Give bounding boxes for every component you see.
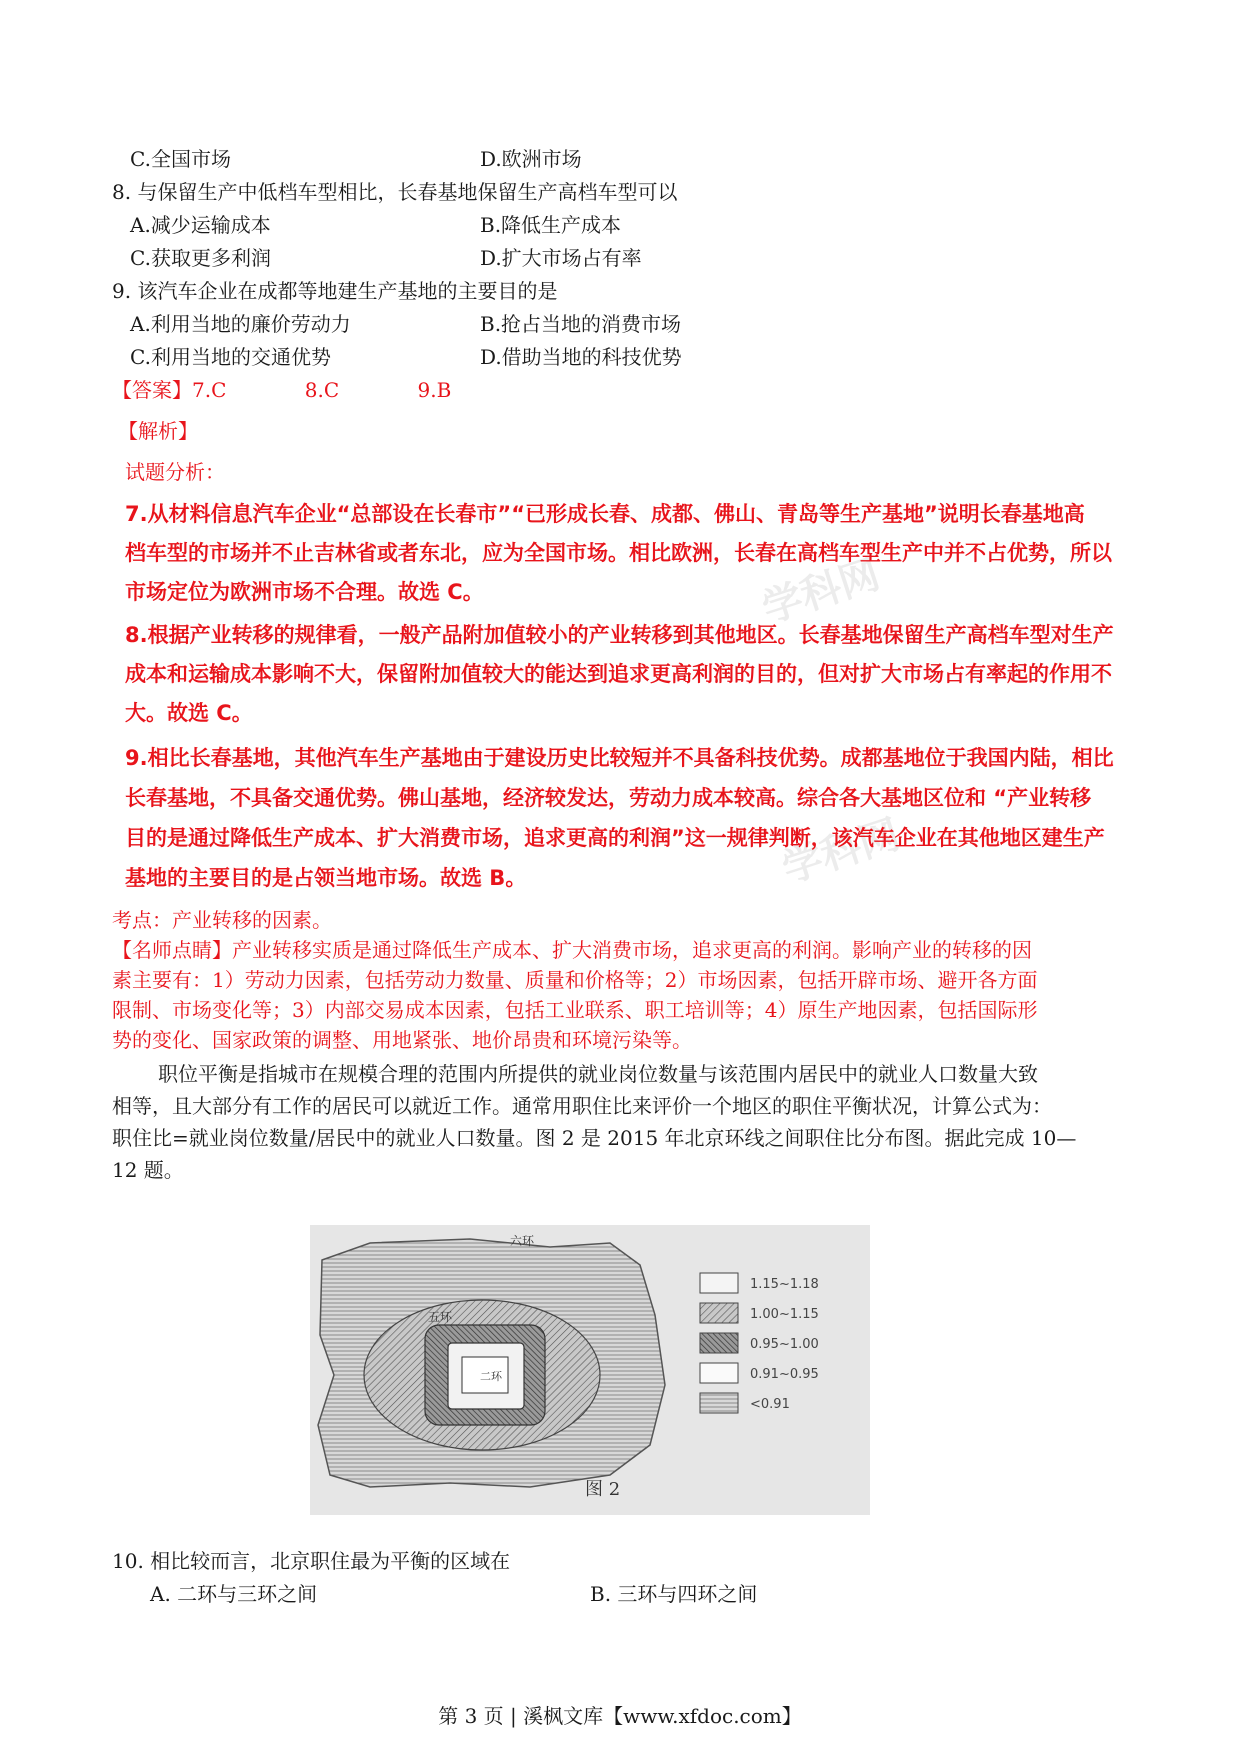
analysis-line: 市场定位为欧洲市场不合理。故选 C。: [125, 580, 484, 604]
answer-9: 9.B: [417, 378, 452, 402]
page-footer: 第 3 页 | 溪枫文库【www.xfdoc.com】: [438, 1704, 802, 1728]
tips-line: 素主要有：1）劳动力因素，包括劳动力数量、质量和价格等；2）市场因素，包括开辟市场、避开各方面: [112, 968, 1038, 992]
legend-swatch-1: [700, 1273, 738, 1293]
q9-stem: 9. 该汽车企业在成都等地建生产基地的主要目的是: [112, 279, 558, 303]
answer-8: 8.C: [304, 378, 340, 402]
ring-label-5: 五环: [428, 1310, 453, 1324]
ring-label-2: 二环: [480, 1370, 502, 1383]
answer-line: [112, 376, 451, 404]
q8-stem: 8. 与保留生产中低档车型相比，长春基地保留生产高档车型可以: [112, 180, 678, 204]
passage-line: 职位平衡是指城市在规模合理的范围内所提供的就业岗位数量与该范围内居民中的就业人口数量大致: [158, 1062, 1038, 1086]
legend-label-5: <0.91: [750, 1397, 790, 1412]
watermark: 学科网: [756, 551, 886, 633]
analysis-heading: 【解析】: [118, 419, 198, 443]
beijing-ratio-map: [310, 1225, 870, 1515]
legend-label-1: 1.15~1.18: [750, 1277, 819, 1292]
analysis-line: 档车型的市场并不止吉林省或者东北，应为全国市场。相比欧洲，长春在高档车型生产中并不占优势，所以: [125, 541, 1112, 565]
q10-option-a: A. 二环与三环之间: [150, 1582, 318, 1606]
analysis-subheading: 试题分析：: [125, 460, 225, 484]
answer-label: 【答案】: [112, 378, 192, 402]
analysis-line: 长春基地，不具备交通优势。佛山基地，经济较发达，劳动力成本较高。综合各大基地区位和 “产业转移: [125, 786, 1092, 810]
q7-option-c: C.全国市场: [130, 147, 231, 171]
legend-swatch-5: [700, 1393, 738, 1413]
analysis-line: 基地的主要目的是占领当地市场。故选 B。: [125, 866, 527, 890]
analysis-line: 9.相比长春基地，其他汽车生产基地由于建设历史比较短并不具备科技优势。成都基地位于我国内陆，相比: [125, 746, 1114, 770]
q8-option-c: C.获取更多利润: [130, 246, 271, 270]
q8-option-a: A.减少运输成本: [130, 213, 271, 237]
watermark: 学科网: [776, 811, 906, 893]
analysis-line: 8.根据产业转移的规律看，一般产品附加值较小的产业转移到其他地区。长春基地保留生产高档车型对生产: [125, 623, 1114, 647]
analysis-line: 目的是通过降低生产成本、扩大消费市场，追求更高的利润”这一规律判断，该汽车企业在其他地区建生产: [125, 826, 1105, 850]
q9-option-a: A.利用当地的廉价劳动力: [130, 312, 351, 336]
q10-stem: 10. 相比较而言，北京职住最为平衡的区域在: [112, 1549, 511, 1573]
tips-line: 势的变化、国家政策的调整、用地紧张、地价昂贵和环境污染等。: [112, 1028, 692, 1052]
q9-option-b: B.抢占当地的消费市场: [480, 312, 682, 336]
tips-line: 【名师点睛】产业转移实质是通过降低生产成本、扩大消费市场，追求更高的利润。影响产业的转移的因: [112, 938, 1032, 962]
figure-2: [310, 1225, 870, 1515]
legend-label-4: 0.91~0.95: [750, 1367, 819, 1382]
legend-label-3: 0.95~1.00: [750, 1337, 819, 1352]
legend-swatch-2: [700, 1303, 738, 1323]
q10-option-b: B. 三环与四环之间: [590, 1582, 758, 1606]
legend-swatch-4: [700, 1363, 738, 1383]
analysis-line: 成本和运输成本影响不大，保留附加值较大的能达到追求更高利润的目的，但对扩大市场占有率起的作用不: [125, 662, 1112, 686]
passage-line: 相等，且大部分有工作的居民可以就近工作。通常用职住比来评价一个地区的职住平衡状况，计算公式为：: [112, 1094, 1052, 1118]
kaodian: 考点：产业转移的因素。: [112, 908, 332, 932]
q8-option-d: D.扩大市场占有率: [480, 246, 642, 270]
legend-swatch-3: [700, 1333, 738, 1353]
tips-line: 限制、市场变化等；3）内部交易成本因素，包括工业联系、职工培训等；4）原生产地因素，包括国际形: [112, 998, 1038, 1022]
q7-option-d: D.欧洲市场: [480, 147, 582, 171]
passage-line: 职住比=就业岗位数量/居民中的就业人口数量。图 2 是 2015 年北京环线之间职住比分布图。据此完成 10—: [112, 1126, 1077, 1150]
analysis-line: 大。故选 C。: [125, 701, 253, 725]
passage-line: 12 题。: [112, 1158, 184, 1182]
legend-label-2: 1.00~1.15: [750, 1307, 819, 1322]
q9-option-d: D.借助当地的科技优势: [480, 345, 682, 369]
q9-option-c: C.利用当地的交通优势: [130, 345, 331, 369]
figure-caption: 图 2: [585, 1479, 621, 1500]
answer-7: 7.C: [192, 378, 227, 402]
ring-label-6: 六环: [510, 1234, 535, 1248]
q8-option-b: B.降低生产成本: [480, 213, 622, 237]
analysis-line: 7.从材料信息汽车企业“总部设在长春市”“已形成长春、成都、佛山、青岛等生产基地”说明长春基地高: [125, 502, 1085, 526]
